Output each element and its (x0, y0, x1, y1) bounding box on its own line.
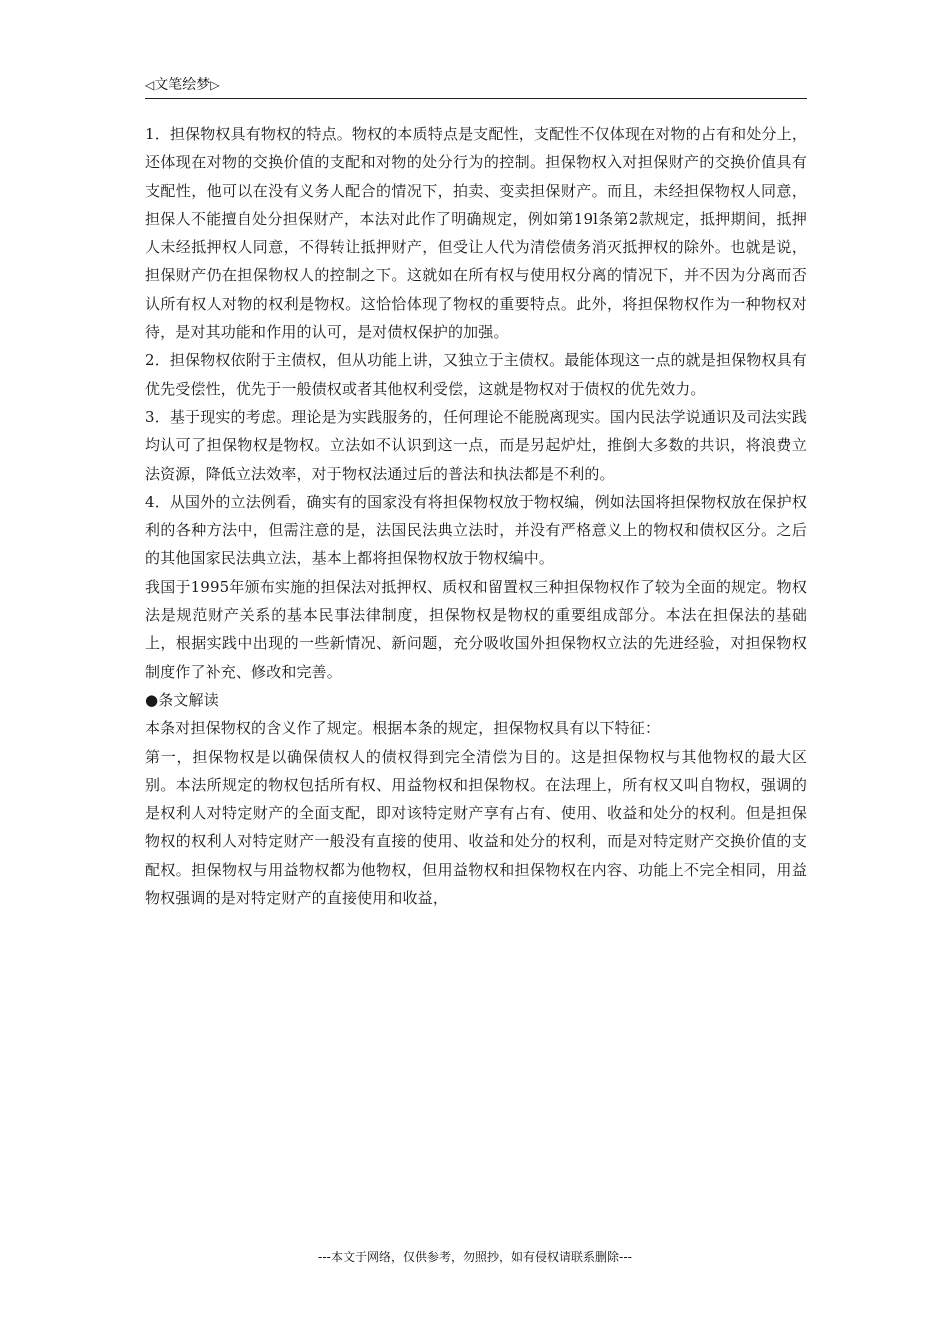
paragraph-point-3: 3．基于现实的考虑。理论是为实践服务的，任何理论不能脱离现实。国内民法学说通识及司法实践均认可了担保物权是物权。立法如不认识到这一点，而是另起炉灶，推倒大多数的共识，将浪费立法资源，降低立法效率，对于物权法通过后的普法和执法都是不利的。 (145, 407, 807, 483)
paragraph-point-2: 2．担保物权依附于主债权，但从功能上讲，又独立于主债权。最能体现这一点的就是担保物权具有优先受偿性，优先于一般债权或者其他权利受偿，这就是物权对于债权的优先效力。 (145, 351, 807, 398)
paragraph-point-1: 1．担保物权具有物权的特点。物权的本质特点是支配性，支配性不仅体现在对物的占有和处分上，还体现在对物的交换价值的支配和对物的处分行为的控制。担保物权入对担保财产的交换价值具有支配性，他可以在没有义务人配合的情况下，拍卖、变卖担保财产。而且，未经担保物权人同意，担保人不能擅自处分担保财产，本法对此作了明确规定，例如第19l条第2款规定，抵押期间，抵押人未经抵押权人同意，不得转让抵押财产，但受让人代为清偿债务消灭抵押权的除外。也就是说，担保财产仍在担保物权人的控制之下。这就如在所有权与使用权分离的情况下，并不因为分离而否认所有权人对物的权利是物权。这恰恰体现了物权的重要特点。此外，将担保物权作为一种物权对待，是对其功能和作用的认可，是对债权保护的加强。 (145, 125, 807, 342)
document-body (145, 120, 807, 912)
section-heading: ●条文解读 (145, 690, 219, 709)
left-triangle-icon: ◁ (145, 78, 155, 92)
paragraph-point-4: 4．从国外的立法例看，确实有的国家没有将担保物权放于物权编，例如法国将担保物权放在保护权利的各种方法中，但需注意的是，法国民法典立法时，并没有严格意义上的物权和债权区分。之后的其他国家民法典立法，基本上都将担保物权放于物权编中。 (145, 492, 807, 568)
right-triangle-icon: ▷ (210, 78, 220, 92)
header-title: 文笔绘梦 (154, 77, 211, 93)
paragraph-summary: 我国于1995年颁布实施的担保法对抵押权、质权和留置权三种担保物权作了较为全面的规定。物权法是规范财产关系的基本民事法律制度，担保物权是物权的重要组成部分。本法在担保法的基础上，根据实践中出现的一些新情况、新问题，充分吸收国外担保物权立法的先进经验，对担保物权制度作了补充、修改和完善。 (145, 577, 807, 681)
paragraph-feature-1: 第一，担保物权是以确保债权人的债权得到完全清偿为目的。这是担保物权与其他物权的最大区别。本法所规定的物权包括所有权、用益物权和担保物权。在法理上，所有权又叫自物权，强调的是权利人对特定财产的全面支配，即对该特定财产享有占有、使用、收益和处分的权利。但是担保物权的权利人对特定财产一般没有直接的使用、收益和处分的权利，而是对特定财产交换价值的支配权。担保物权与用益物权都为他物权，但用益物权和担保物权在内容、功能上不完全相同，用益物权强调的是对特定财产的直接使用和收益， (145, 747, 807, 908)
paragraph-intro: 本条对担保物权的含义作了规定。根据本条的规定，担保物权具有以下特征： (145, 719, 661, 738)
page-header (145, 72, 807, 99)
page-footer: ---本文于网络，仅供参考，勿照抄，如有侵权请联系删除--- (318, 1250, 632, 1264)
